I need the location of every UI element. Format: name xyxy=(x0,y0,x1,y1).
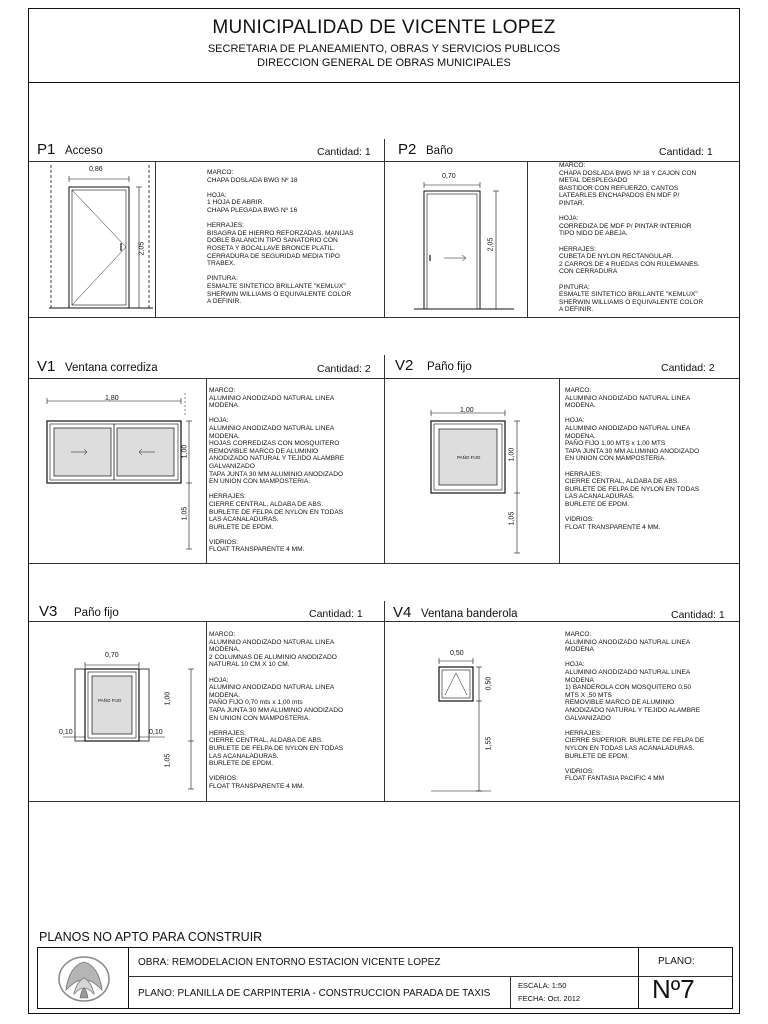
title-block xyxy=(37,947,733,1009)
v4-sill-label: 1,55 xyxy=(485,736,493,751)
p1-width-label: 0,86 xyxy=(89,166,103,173)
door-p2-drawing xyxy=(414,169,524,315)
row2-divider xyxy=(384,355,385,563)
item-qty-p1: Cantidad: 1 xyxy=(317,146,371,158)
escala-label: ESCALA: 1:50 xyxy=(518,981,567,990)
not-for-construction-note: PLANOS NO APTO PARA CONSTRUIR xyxy=(39,930,263,944)
item-qty-p2: Cantidad: 1 xyxy=(659,146,713,158)
window-v1-drawing xyxy=(39,393,204,563)
v3-glass-label: PAÑO FIJO xyxy=(98,698,122,703)
v3-side-left-label: 0,10 xyxy=(59,729,73,736)
v4-width-label: 0,50 xyxy=(450,650,464,657)
row1-divider xyxy=(384,139,385,317)
row3-divider xyxy=(384,601,385,801)
p1-spec-text: MARCO: CHAPA DOSLADA BWG Nº 18 HOJA: 1 HOJA DE ABRIR. CHAPA PLEGADA BWG Nº 16 HERRAJES: BISAGRA DE HIERRO REFORZADAS. MANIJAS DOBLE BALANCIN TIPO SANATORIO CON ROSETA Y BOCALLAVE BRONCE PLATIL. CERRADURA DE SEGURIDAD MEDIA TIPO TRABEX. PINTURA: ESMALTE SINTETICO BRILLANTE "KEMLUX" SHERWIN WILLIAMS O EQUIVALENTE COLOR A DEFINIR. xyxy=(207,169,354,306)
v2-height-label: 1,00 xyxy=(508,447,516,462)
item-name-v4: Ventana banderola xyxy=(421,608,518,620)
page-subtitle-direccion: DIRECCION GENERAL DE OBRAS MUNICIPALES xyxy=(257,57,511,69)
window-v3-drawing xyxy=(49,657,199,797)
obra-label: OBRA: REMODELACION ENTORNO ESTACION VICENTE LOPEZ xyxy=(138,957,441,968)
v3-side-right-label: 0,10 xyxy=(149,729,163,736)
drawing-sheet xyxy=(28,8,740,1014)
v4-spec-text: MARCO: ALUMINIO ANODIZADO NATURAL LINEA MODENA HOJA: ALUMINIO ANODIZADO NATURAL LINEA MODENA 1) BANDEROLA CON MOSQUITERO 0,50 MTS X ,50 MTS REMOVIBLE MARCO DE ALUMINIO ANODIZADO NATURAL Y TEJIDO ALAMBRE GALVANIZADO HERRAJES: CIERRE SUPERIOR. BURLETE DE FELPA DE NYLON EN TODAS LAS ACANALADURAS. BURLETE DE EPDM. VIDRIOS: FLOAT FANTASIA PACIFIC 4 MM xyxy=(565,631,705,783)
item-qty-v3: Cantidad: 1 xyxy=(309,608,363,620)
header-divider xyxy=(29,82,739,83)
plano-number-label: PLANO: xyxy=(658,956,695,967)
item-code-v4: V4 xyxy=(393,604,412,621)
v1-height-label: 1,00 xyxy=(181,444,189,459)
item-name-v1: Ventana corrediza xyxy=(65,362,158,374)
item-name-p1: Acceso xyxy=(65,145,103,157)
v4-height-label: 0,50 xyxy=(485,676,493,691)
window-v2-drawing xyxy=(409,407,529,557)
item-code-v3: V3 xyxy=(39,603,58,620)
item-code-p2: P2 xyxy=(398,141,417,158)
page-title: MUNICIPALIDAD DE VICENTE LOPEZ xyxy=(212,17,556,38)
item-qty-v1: Cantidad: 2 xyxy=(317,363,371,375)
item-name-v2: Paño fijo xyxy=(427,361,472,373)
v1-spec-text: MARCO: ALUMINIO ANODIZADO NATURAL LINEA MODENA. HOJA: ALUMINIO ANODIZADO NATURAL LINEA MODENA. HOJAS CORREDIZAS CON MOSQUITERO REMOVIBLE MARCO DE ALUMINIO ANODIZADO NATURAL Y TEJIDO ALAMBRE GALVANIZADO TAPA JUNTA 30 MM ALUMINIO ANODIZADO EN UNION CON MAMPOSTERIA. HERRAJES: CIERRE CENTRAL, ALDABA DE ABS. BURLETE DE FELPA DE NYLON EN TODAS LAS ACANALADURAS. BURLETE DE EPDM. VIDRIOS: FLOAT TRANSPARENTE 4 MM. xyxy=(209,387,345,554)
item-code-v2: V2 xyxy=(395,357,414,374)
item-code-v1: V1 xyxy=(37,358,56,375)
fecha-label: FECHA: Oct. 2012 xyxy=(518,994,581,1003)
page-subtitle-secretaria: SECRETARIA DE PLANEAMIENTO, OBRAS Y SERVICIOS PUBLICOS xyxy=(207,43,561,55)
item-qty-v2: Cantidad: 2 xyxy=(661,362,715,374)
v3-spec-text: MARCO: ALUMINIO ANODIZADO NATURAL LINEA MODENA. 2 COLUMNAS DE ALUMINIO ANODIZADO NATURAL 10 CM X 10 CM. HOJA: ALUMINIO ANODIZADO NATURAL LINEA MODENA. PAÑO FIJO 0,70 mts x 1,00 mts TAPA JUNTA 30 MM ALUMINIO ANODIZADO EN UNION CON MAMPOSTERIA. HERRAJES: CIERRE CENTRAL, ALDABA DE ABS. BURLETE DE FELPA DE NYLON EN TODAS LAS ACANALADURAS. BURLETE DE EPDM. VIDRIOS: FLOAT TRANSPARENTE 4 MM. xyxy=(209,631,344,790)
v2-width-label: 1,00 xyxy=(460,407,474,414)
item-name-v3: Paño fijo xyxy=(74,607,119,619)
p2-width-label: 0,70 xyxy=(442,173,456,180)
municipal-logo xyxy=(56,954,112,1004)
p2-height-label: 2,05 xyxy=(487,237,495,252)
v1-width-label: 1,80 xyxy=(105,395,119,402)
v3-width-label: 0,70 xyxy=(105,652,119,659)
plano-number: Nº7 xyxy=(652,974,695,1004)
p2-spec-text: MARCO: CHAPA DOSLADA BWG Nº 18 Y CAJON CON METAL DESPLEGADO BASTIDOR CON REFUERZO, CANTOS LATEARLES ENCHAPADOS EN MDF P/ PINTAR. HOJA: CORREDIZA DE MDF P/ PINTAR INTERIOR TIPO NIDO DE ABEJA. HERRAJES: CUBETA DE NYLON RECTANGULAR. 2 CARROS DE 4 RUEDAS CON RULEMANES. CON CERRADURA PINTURA: ESMALTE SINTETICO BRILLANTE "KEMLUX" SHERWIN WILLIAMS O EQUIVALENTE COLOR A DEFINIR. xyxy=(559,162,704,314)
item-code-p1: P1 xyxy=(37,141,56,158)
v2-sill-label: 1,05 xyxy=(508,511,516,526)
v3-sill-label: 1,05 xyxy=(164,753,172,768)
item-name-p2: Baño xyxy=(426,145,453,157)
row1-bottom-line xyxy=(29,317,739,318)
plano-description: PLANO: PLANILLA DE CARPINTERIA - CONSTRUCCION PARADA DE TAXIS xyxy=(138,988,491,999)
v1-sill-label: 1,05 xyxy=(181,506,189,521)
v2-glass-label: PAÑO FIJO xyxy=(457,455,481,460)
row3-bottom-line xyxy=(29,801,739,802)
v2-spec-text: MARCO: ALUMINIO ANODIZADO NATURAL LINEA MODENA. HOJA: ALUMINIO ANODIZADO NATURAL LINEA MODENA. PAÑO FIJO 1,00 MTS x 1,00 MTS TAPA JUNTA 30 MM ALUMINIO ANODIZADO EN UNION CON MAMPOSTERIA. HERRAJES: CIERRE CENTRAL, ALDABA DE ABS. BURLETE DE FELPA DE NYLON EN TODAS LAS ACANALADURAS. BURLETE DE EPDM. VIDRIOS: FLOAT TRANSPARENTE 4 MM. xyxy=(565,387,700,531)
row2-bottom-line xyxy=(29,563,739,564)
window-v4-drawing xyxy=(401,651,511,801)
p1-height-label: 2,05 xyxy=(138,241,146,256)
v3-height-label: 1,00 xyxy=(164,691,172,706)
item-qty-v4: Cantidad: 1 xyxy=(671,609,725,621)
door-p1-drawing xyxy=(49,165,159,315)
